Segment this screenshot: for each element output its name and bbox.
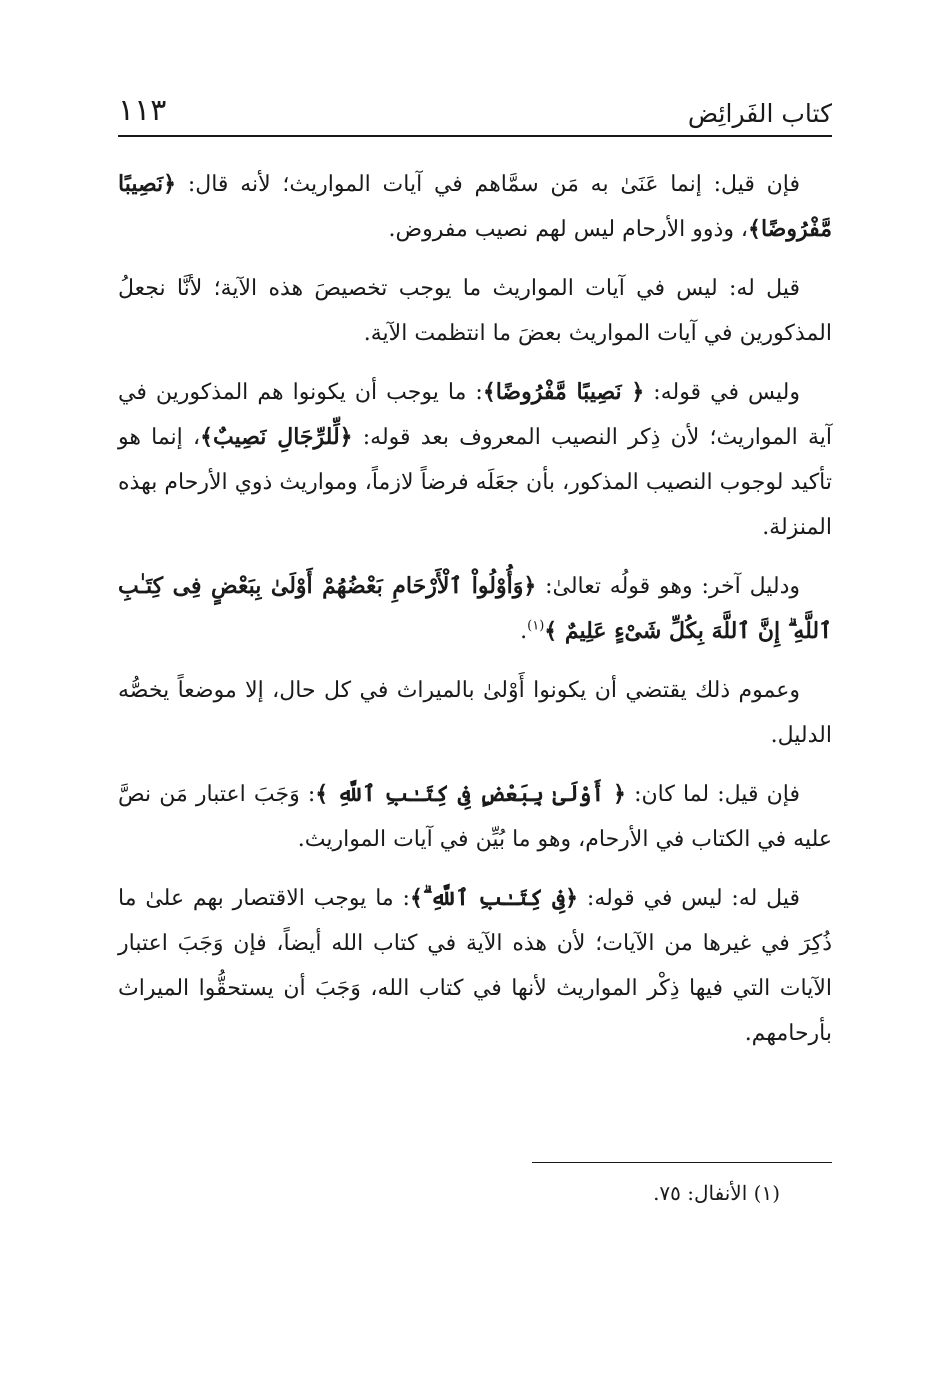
quran-quote: ﴿فِى كِتَـٰبِ ٱللَّهِ ۗ﴾ xyxy=(409,885,579,911)
paragraph-1 xyxy=(118,162,832,252)
quran-quote: ﴿نَصِيبًا مَّفْرُوضًا﴾ xyxy=(118,171,832,242)
paragraph-5: وعموم ذلك يقتضي أن يكونوا أَوْلىٰ بالميراث في كل حال، إلا موضعاً يخصُّه الدليل. xyxy=(118,678,832,748)
footnote-rule xyxy=(532,1162,832,1163)
chapter-title: كتاب الفَرائِض xyxy=(687,99,832,128)
paragraph-text: . xyxy=(520,619,528,644)
footnote-reference: (١) xyxy=(527,618,545,634)
paragraph-text: ، إنما هو تأكيد لوجوب النصيب المذكور، بأن جعَلَه فرضاً لازماً، ومواريث ذوي الأرحام بهذه المنزلة. xyxy=(118,425,832,540)
quran-quote: ﴿وَأُوْلُواْ ٱلْأَرْحَامِ بَعْضُهُمْ أَوْلَىٰ بِبَعْضٍ فِى كِتَـٰبِ ٱللَّهِ ۗ إِنَّ ٱللَّهَ بِكُلِّ شَىْءٍ عَلِيمٌ ﴾ xyxy=(118,573,832,644)
paragraph-text: : وَجَبَ اعتبار مَن نصَّ عليه في الكتاب في الأرحام، وهو ما بُيِّن في آيات المواريث. xyxy=(118,782,832,852)
paragraph-text: فإن قيل: لما كان: xyxy=(625,782,800,807)
document-page xyxy=(118,0,832,1378)
paragraph-text: ودليل آخر: وهو قولُه تعالىٰ: xyxy=(536,574,801,599)
paragraph-text: : ما يوجب أن يكونوا هم المذكورين في آية المواريث؛ لأن ذِكر النصيب المعروف بعد قوله: xyxy=(118,380,833,450)
page-number: ١١٣ xyxy=(118,93,167,128)
paragraph-3 xyxy=(118,370,832,550)
running-header xyxy=(118,84,832,132)
paragraph-text: فإن قيل: إنما عَنَىٰ به مَن سمَّاهم في آيات المواريث؛ لأنه قال: xyxy=(176,172,800,197)
paragraph-text: قيل له: ليس في قوله: xyxy=(578,886,800,911)
paragraph-7 xyxy=(118,876,832,1056)
paragraph-text: وليس في قوله: xyxy=(644,380,801,405)
paragraph-2: قيل له: ليس في آيات المواريث ما يوجب تخصيصَ هذه الآية؛ لأنَّا نجعلُ المذكورين في آيات المواريث بعضَ ما انتظمت الآية. xyxy=(118,276,832,346)
footnote: (١) الأنفال: ٧٥. xyxy=(653,1181,780,1205)
quran-quote: ﴿ أَوْلَىٰ بِبَعْضٍ فِى كِتَـٰبِ ٱللَّهِ ﴾ xyxy=(315,781,626,807)
quran-quote: ﴿ نَصِيبًا مَّفْرُوضًا﴾ xyxy=(482,379,645,405)
quran-quote: ﴿لِّلرِّجَالِ نَصِيبٌ﴾ xyxy=(200,424,353,450)
header-rule xyxy=(118,135,832,137)
paragraph-text: ، وذوو الأرحام ليس لهم نصيب مفروض. xyxy=(388,217,749,242)
main-text xyxy=(118,162,832,1070)
paragraph-text: : ما يوجب الاقتصار بهم علىٰ ما ذُكِرَ في غيرها من الآيات؛ لأن هذه الآية في كتاب الله أيضاً، فإن وَجَبَ اعتبار الآيات التي فيها ذِكْر المواريث لأنها في كتاب الله، وَجَبَ أن يستحقُّوا الميراث بأرحامهم. xyxy=(118,886,832,1046)
paragraph-4 xyxy=(118,564,832,654)
paragraph-6 xyxy=(118,772,832,862)
